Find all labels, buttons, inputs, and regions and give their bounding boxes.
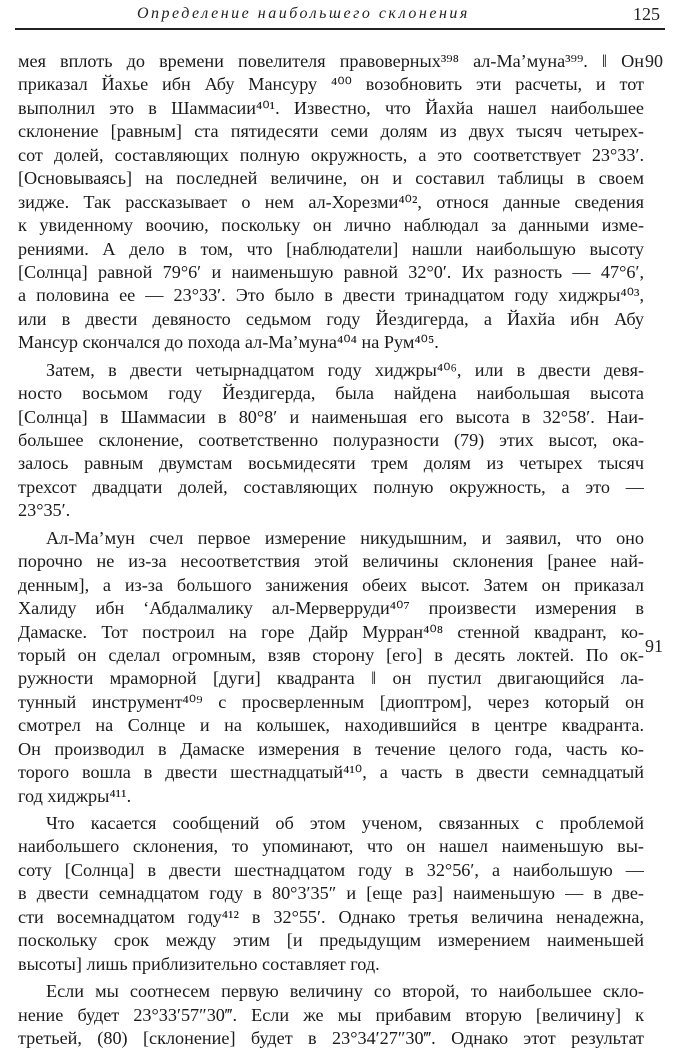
text-line: высоты] лишь приблизительно составляет год.	[18, 953, 380, 974]
paragraph	[18, 812, 644, 976]
text-line: нение будет 23°33′57″30‴. Если же мы прибавим вторую [величину] к	[18, 1004, 644, 1025]
text-line: смотрел на Солнце и на колышек, находившийся в центре квадранта.	[18, 715, 644, 736]
body-text	[18, 50, 644, 1050]
text-line: ружности мраморной [дуги] квадранта ‖ он пустил двигающийся ла-	[18, 668, 644, 689]
text-line: торого вошла в двести шестнадцатый⁴¹⁰, а часть в двести семнадцатый	[18, 762, 644, 783]
text-line: денным], а из-за большого занижения обеих высот. Затем он приказал	[18, 574, 644, 595]
text-line: [Солнца] равной 79°6′ и наименьшую равной 32°0′. Их разность — 47°6′,	[18, 261, 644, 282]
text-line: поскольку срок между этим [и предыдущим измерением наименьшей	[18, 930, 644, 951]
paragraph	[18, 359, 644, 523]
text-line: Халиду ибн ‘Абдалмалику ал-Мерверруди⁴⁰⁷ произвести измерения в	[18, 598, 644, 619]
text-line: сот долей, составляющих полную окружность, а это соответствует 23°33′.	[18, 144, 644, 165]
text-line: сти восемнадцатом году⁴¹² в 32°55′. Однако третья величина ненадежна,	[18, 906, 644, 927]
text-line: Мансур скончался до похода ал-Ма’муна⁴⁰⁴ на Рум⁴⁰⁵.	[18, 332, 439, 353]
text-line: большее склонение, соответственно полуразности (79) этих высот, ока-	[18, 430, 644, 450]
text-line: Если мы соотнесем первую величину со второй, то наибольшее скло-	[46, 981, 644, 1002]
text-line: приказал Йахье ибн Абу Мансуру ⁴⁰⁰ возобновить эти расчеты, и тот	[18, 74, 644, 95]
running-header	[15, 0, 665, 30]
text-line: Он производил в Дамаске измерения в течение целого года, часть ко-	[18, 738, 644, 759]
text-line: носто восьмом году Йездигерда, была найдена наибольшая высота	[18, 383, 644, 404]
text-line: Ал-Ма’мун счел первое измерение никудышним, и заявил, что оно	[46, 527, 644, 548]
text-line: соту [Солнца] в двести шестнадцатом году в 32°56′, а наибольшую —	[18, 859, 644, 880]
text-line: порочно не из-за несоответствия этой величины склонения [ранее най-	[18, 551, 644, 572]
text-line: а половина ее — 23°33′. Это было в двести тринадцатом году хиджры⁴⁰³,	[18, 285, 644, 306]
text-line: трехсот двадцати долей, составляющих полную окружность, а это —	[18, 476, 644, 497]
text-line: или в двести девяносто седьмом году Йездигерда, а Йахйа ибн Абу	[18, 308, 644, 329]
text-line: 23°35′.	[18, 500, 71, 521]
margin-page-ref-91: 91	[645, 636, 663, 656]
running-title: Определение наибольшего склонения	[137, 5, 470, 22]
text-line: в двести семнадцатом году в 80°3′35″ и [еще раз] наименьшую — в две-	[18, 883, 644, 904]
page-number: 125	[633, 4, 660, 24]
text-line: тунный инструмент⁴⁰⁹ с просверленным [диоптром], через который он	[18, 691, 644, 712]
text-line: к увиденному воочию, поскольку он лично наблюдал за данными изме-	[18, 215, 644, 236]
text-line: залось равным двумстам восьмидесяти трем долям из четырех тысяч	[18, 453, 644, 474]
text-line: мея вплоть до времени повелителя правоверных³⁹⁸ ал-Ма’муна³⁹⁹. ‖ Он	[18, 51, 644, 71]
text-line: [Солнца] в Шаммасии в 80°8′ и наименьшая его высота в 32°58′. Наи-	[18, 406, 644, 427]
text-line: рениями. А дело в том, что [наблюдатели] нашли наибольшую высоту	[18, 238, 644, 259]
text-line: [Основываясь] на последней величине, он и составил таблицы в своем	[18, 168, 644, 189]
text-line: торый он сделал огромным, взяв сторону [его] в десять локтей. По ок-	[18, 644, 644, 665]
text-line: Дамаске. Тот построил на горе Дайр Мурран⁴⁰⁸ стенной квадрант, ко-	[18, 621, 644, 642]
paragraph	[18, 980, 644, 1050]
text-line: склонение [равным] ста пятидесяти семи долям из двух тысяч четырех-	[18, 121, 644, 142]
text-line: выполнил это в Шаммасии⁴⁰¹. Известно, что Йахйа нашел наибольшее	[18, 97, 644, 118]
paragraph	[18, 527, 644, 808]
text-line: год хиджры⁴¹¹.	[18, 785, 132, 806]
text-line: зидже. Так рассказывает о нем ал-Хорезми⁴⁰², относя данные сведения	[18, 191, 644, 212]
text-line: Затем, в двести четырнадцатом году хиджры⁴⁰⁶, или в двести девя-	[46, 359, 644, 380]
margin-page-ref-90: 90	[645, 51, 663, 71]
text-line: Что касается сообщений об этом ученом, связанных с проблемой	[46, 813, 644, 833]
paragraph	[18, 50, 644, 355]
text-line: наибольшего склонения, то упоминают, что он нашел наименьшую вы-	[18, 836, 644, 857]
text-line: третьей, (80) [склонение] будет в 23°34′27″30‴. Однако этот результат	[18, 1027, 644, 1048]
